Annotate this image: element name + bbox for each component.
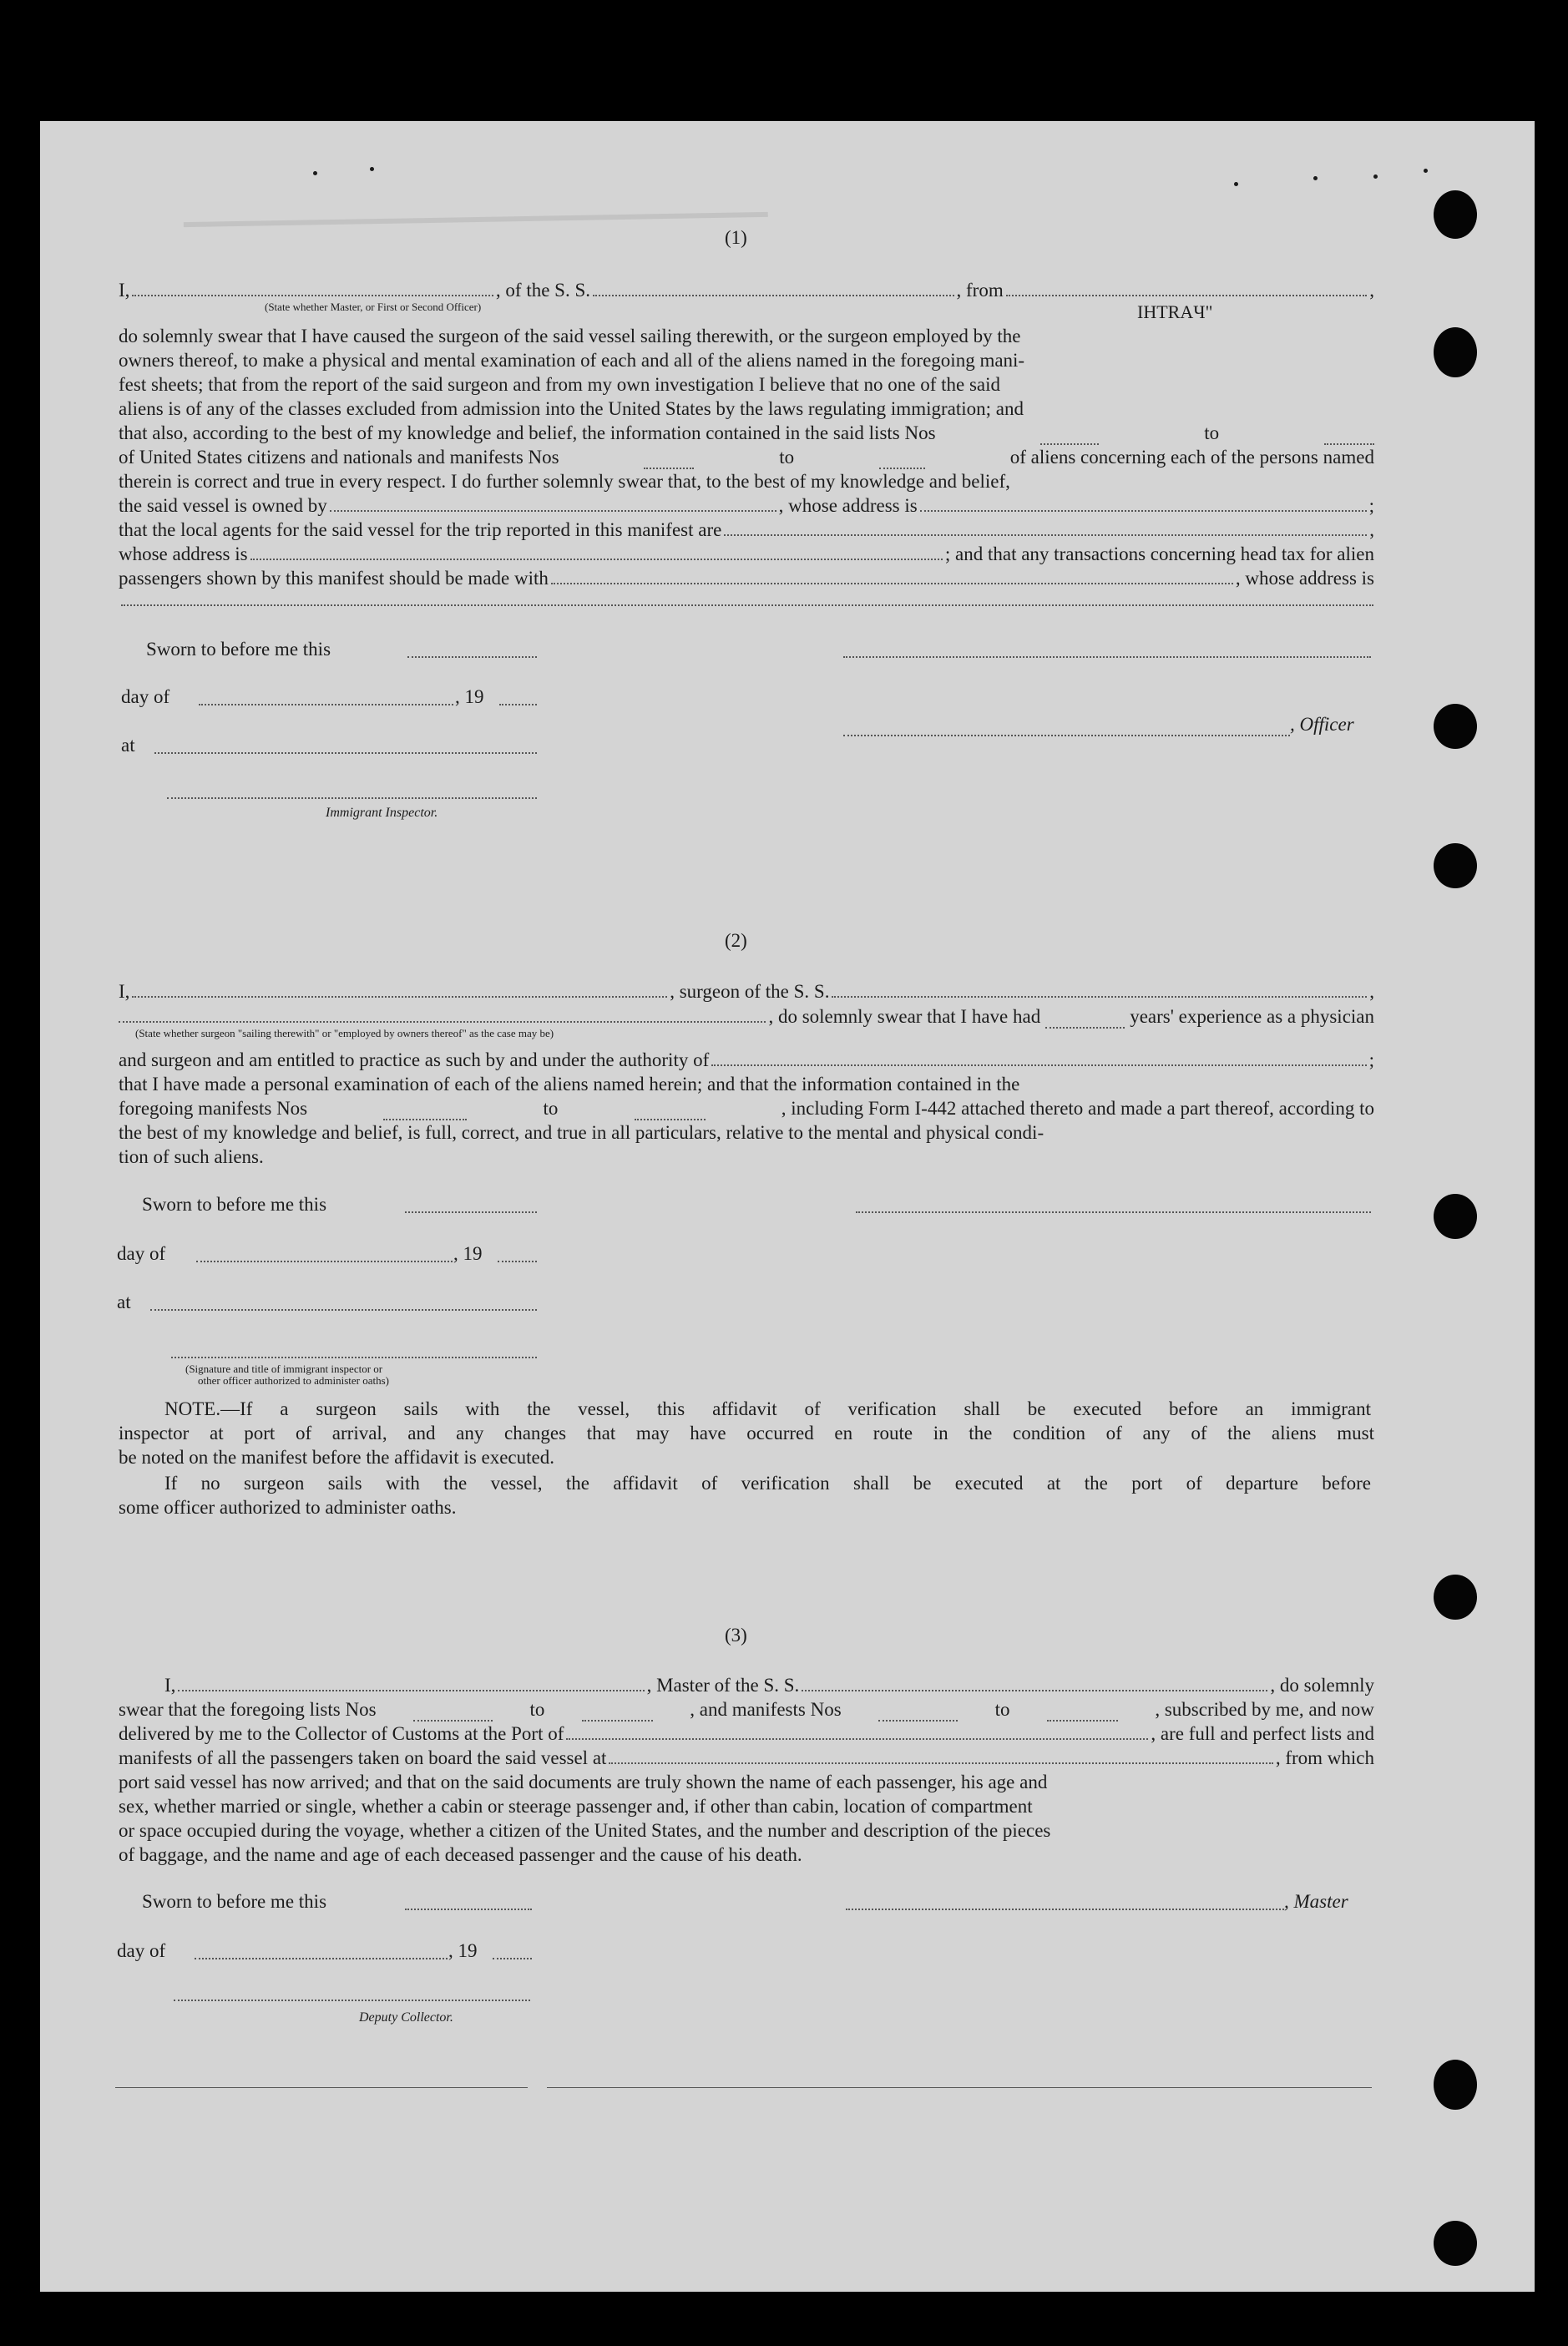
at-label-2: at — [117, 1292, 131, 1312]
signature-caption-1: (Signature and title of immigrant inspector or — [185, 1363, 383, 1375]
text: that I have made a personal examination of each of the aliens named herein; and that the information contained in the — [119, 1074, 1020, 1095]
text: whose address is — [119, 544, 248, 564]
sworn-label-3: Sworn to before me this — [142, 1891, 327, 1912]
officer-label: , Officer — [1290, 714, 1354, 735]
text: port said vessel has now arrived; and that on the said documents are truly shown the name of each passenger, his age and — [119, 1772, 1048, 1792]
part1-para-10 — [119, 542, 1374, 566]
vessel-name-field[interactable] — [593, 278, 954, 296]
binder-hole — [1434, 2221, 1477, 2266]
state-caption: (State whether Master, or First or Second Officer) — [265, 301, 482, 313]
text: , do solemnly swear that I have had — [768, 1006, 1041, 1027]
note-line-3: be noted on the manifest before the affidavit is executed. — [119, 1447, 554, 1468]
surgeon-manifests-to-field[interactable] — [635, 1096, 706, 1120]
owner-address-field[interactable] — [920, 493, 1367, 512]
year-label-3: , 19 — [448, 1940, 478, 1961]
note-line-1: NOTE.—If a surgeon sails with the vessel, this affidavit of verification shall be executed before an immigrant — [164, 1398, 1371, 1419]
text: , and manifests Nos — [690, 1699, 842, 1720]
sworn-date-field-2[interactable] — [405, 1211, 537, 1213]
part1-para-8 — [119, 493, 1374, 518]
text: , — [1369, 981, 1375, 1002]
part1-para-9 — [119, 518, 1374, 542]
speck-mark — [1424, 169, 1428, 173]
day-of-field-2[interactable] — [196, 1261, 453, 1262]
owner-field[interactable] — [330, 493, 776, 512]
years-experience-field[interactable] — [1045, 1004, 1125, 1029]
surgeon-vessel-field[interactable] — [832, 979, 1367, 998]
note-line-5: some officer authorized to administer oaths. — [119, 1497, 457, 1518]
agents-field[interactable] — [724, 518, 1367, 536]
officer-signature-field-top[interactable] — [843, 656, 1371, 658]
part1-line-1 — [119, 278, 1374, 302]
text: or space occupied during the voyage, whether a citizen of the United States, and the number and description of the pieces — [119, 1820, 1051, 1841]
binder-hole — [1434, 704, 1477, 749]
text: ; — [1368, 495, 1374, 516]
year-field-2[interactable] — [498, 1261, 537, 1262]
part1-para-2 — [119, 348, 1374, 372]
stamp-text: IHTRAЧ" — [1137, 301, 1213, 322]
binder-hole — [1434, 1575, 1477, 1620]
text: manifests of all the passengers taken on board the said vessel at — [119, 1747, 607, 1768]
surgeon-name-field[interactable] — [132, 979, 667, 998]
year-field-3[interactable] — [493, 1958, 532, 1959]
text: of baggage, and the name and age of each deceased passenger and the cause of his death. — [119, 1844, 802, 1865]
part3-line-7 — [119, 1818, 1374, 1843]
text: do solemnly swear that I have caused the surgeon of the said vessel sailing therewith, or the surgeon employed by the — [119, 326, 1021, 346]
inspector-signature-field-2[interactable] — [171, 1357, 537, 1358]
text: and surgeon and am entitled to practice as such by and under the authority of — [119, 1049, 710, 1070]
part1-para-1 — [119, 324, 1374, 348]
day-of-label-3: day of — [117, 1940, 166, 1961]
part2-line-5 — [119, 1096, 1374, 1120]
head-tax-party-field[interactable] — [551, 566, 1233, 584]
text: years' experience as a physician — [1130, 1006, 1374, 1027]
port-of-arrival-field[interactable] — [566, 1722, 1148, 1740]
part1-para-5 — [119, 421, 1374, 445]
at-field[interactable] — [154, 752, 537, 754]
text: owners thereof, to make a physical and mental examination of each and all of the aliens named in the foregoing mani- — [119, 350, 1025, 371]
text: of aliens concerning each of the persons named — [1009, 447, 1374, 468]
officer-signature-field[interactable] — [843, 735, 1290, 736]
text: , do solemnly — [1270, 1675, 1375, 1696]
speck-mark — [370, 167, 374, 171]
vessel-name-field-3[interactable] — [802, 1673, 1267, 1691]
sworn-date-field-3[interactable] — [405, 1909, 532, 1910]
manifests-from-field-3[interactable] — [878, 1697, 958, 1722]
day-of-label-2: day of — [117, 1243, 166, 1264]
note-line-4: If no surgeon sails with the vessel, the affidavit of verification shall be executed at the port of departure before — [164, 1473, 1371, 1494]
binder-hole — [1434, 2060, 1477, 2110]
part3-line-5 — [119, 1770, 1374, 1794]
text: I, — [119, 280, 130, 301]
text: the best of my knowledge and belief, is full, correct, and true in all particulars, relative to the mental and physical condi- — [119, 1122, 1044, 1143]
speck-mark — [1373, 174, 1378, 179]
part1-para-7 — [119, 469, 1374, 493]
surgeon-manifests-from-field[interactable] — [383, 1096, 467, 1120]
part3-line-3 — [119, 1722, 1374, 1746]
deputy-signature-field[interactable] — [174, 2000, 530, 2001]
at-field-2[interactable] — [150, 1309, 537, 1311]
part3-line-1 — [119, 1673, 1374, 1697]
lists-to-field[interactable] — [1324, 421, 1374, 445]
text: to — [1204, 422, 1220, 443]
part2-line-6 — [119, 1120, 1374, 1145]
binder-hole — [1434, 843, 1477, 888]
text: , of the S. S. — [495, 280, 591, 301]
manifests-to-field[interactable] — [879, 445, 925, 469]
text: , whose address is — [778, 495, 918, 516]
text: the said vessel is owned by — [119, 495, 327, 516]
section-1-number: (1) — [725, 227, 747, 248]
port-of-embarkation-field[interactable] — [609, 1746, 1272, 1764]
year-label-2: , 19 — [453, 1243, 483, 1264]
text: , surgeon of the S. S. — [670, 981, 830, 1002]
text: tion of such aliens. — [119, 1146, 264, 1167]
lists-from-field[interactable] — [1040, 421, 1099, 445]
binder-hole — [1434, 190, 1477, 239]
master-name-field-3[interactable] — [178, 1673, 644, 1691]
text: that also, according to the best of my knowledge and belief, the information contained in the said lists Nos — [119, 422, 936, 443]
text: foregoing manifests Nos — [119, 1098, 308, 1119]
part1-para-6 — [119, 445, 1374, 469]
text: , subscribed by me, and now — [1155, 1699, 1374, 1720]
part1-para-11 — [119, 566, 1374, 590]
text: to — [543, 1098, 559, 1119]
text: I, — [164, 1675, 176, 1696]
text: to — [779, 447, 795, 468]
text: , from — [956, 280, 1004, 301]
text: , including Form I-442 attached thereto and made a part thereof, according to — [781, 1098, 1374, 1119]
text: , are full and perfect lists and — [1151, 1723, 1374, 1744]
section-3-number: (3) — [725, 1625, 747, 1646]
lists-from-field-3[interactable] — [413, 1697, 493, 1722]
bottom-rule-right — [547, 2087, 1372, 2088]
inspector-signature-field[interactable] — [167, 797, 537, 799]
text: sex, whether married or single, whether a cabin or steerage passenger and, if other than cabin, location of compartment — [119, 1796, 1033, 1817]
part3-line-4 — [119, 1746, 1374, 1770]
address-continuation-field[interactable] — [121, 604, 1373, 606]
section-2-number: (2) — [725, 930, 747, 951]
text: to — [529, 1699, 545, 1720]
text: , whose address is — [1235, 568, 1374, 589]
part2-line-4 — [119, 1072, 1374, 1096]
authority-field[interactable] — [711, 1048, 1366, 1066]
text: I, — [119, 981, 130, 1002]
master-signature-field[interactable] — [846, 1909, 1284, 1910]
inspector-caption: Immigrant Inspector. — [326, 806, 438, 820]
part2-line-7 — [119, 1145, 1374, 1169]
sworn-label-2: Sworn to before me this — [142, 1194, 327, 1215]
day-of-label: day of — [121, 686, 170, 707]
master-label: , Master — [1284, 1891, 1348, 1912]
part2-line-1 — [119, 979, 1374, 1004]
lists-to-field-3[interactable] — [582, 1697, 653, 1722]
year-label: , 19 — [455, 686, 484, 707]
year-field[interactable] — [499, 704, 537, 705]
speck-mark — [1234, 182, 1238, 186]
at-label: at — [121, 735, 135, 756]
manifests-from-field[interactable] — [644, 445, 694, 469]
binder-hole — [1434, 327, 1477, 377]
speck-mark — [313, 171, 317, 175]
deputy-caption: Deputy Collector. — [359, 2010, 453, 2025]
surgeon-signature-field[interactable] — [856, 1211, 1371, 1213]
manifests-to-field-3[interactable] — [1047, 1697, 1118, 1722]
text: , — [1369, 280, 1374, 301]
text: ; and that any transactions concerning head tax for alien — [944, 544, 1374, 564]
part1-para-3 — [119, 372, 1374, 397]
sworn-date-field[interactable] — [407, 656, 537, 658]
part3-line-2 — [119, 1697, 1374, 1722]
speck-mark — [1313, 176, 1318, 180]
text: ; — [1368, 1049, 1374, 1070]
text: passengers shown by this manifest should be made with — [119, 568, 549, 589]
bottom-rule-mid — [511, 2087, 528, 2088]
part3-line-6 — [119, 1794, 1374, 1818]
bottom-rule-left — [115, 2087, 524, 2088]
text: , from which — [1275, 1747, 1374, 1768]
binder-hole — [1434, 1194, 1477, 1239]
note-line-2: inspector at port of arrival, and any changes that may have occurred en route in the condition of any of the aliens must — [119, 1423, 1374, 1443]
text: , — [1369, 519, 1374, 540]
part3-line-8 — [119, 1843, 1374, 1867]
text: fest sheets; that from the report of the said surgeon and from my own investigation I believe that no one of the said — [119, 374, 1001, 395]
departure-port-field[interactable] — [1006, 278, 1368, 296]
text: therein is correct and true in every respect. I do further solemnly swear that, to the best of my knowledge and belief, — [119, 471, 1010, 492]
part1-para-4 — [119, 397, 1374, 421]
text: delivered by me to the Collector of Customs at the Port of — [119, 1723, 564, 1744]
part2-line-3 — [119, 1048, 1374, 1072]
sworn-label: Sworn to before me this — [146, 639, 331, 660]
part2-line-2 — [119, 1004, 1374, 1029]
text: that the local agents for the said vessel for the trip reported in this manifest are — [119, 519, 722, 540]
signature-caption-2: other officer authorized to administer oaths) — [198, 1374, 389, 1387]
master-name-field[interactable] — [132, 278, 493, 296]
agents-address-field[interactable] — [250, 542, 943, 560]
surgeon-type-field[interactable] — [119, 1004, 766, 1023]
day-of-field[interactable] — [199, 704, 453, 705]
surgeon-caption: (State whether surgeon "sailing therewith" or "employed by owners thereof" as the case may be) — [135, 1027, 554, 1039]
day-of-field-3[interactable] — [195, 1958, 448, 1959]
text: aliens is of any of the classes excluded from admission into the United States by the laws regulating immigration; and — [119, 398, 1024, 419]
text: swear that the foregoing lists Nos — [119, 1699, 377, 1720]
text: of United States citizens and nationals and manifests Nos — [119, 447, 559, 468]
text: , Master of the S. S. — [646, 1675, 800, 1696]
text: to — [994, 1699, 1010, 1720]
